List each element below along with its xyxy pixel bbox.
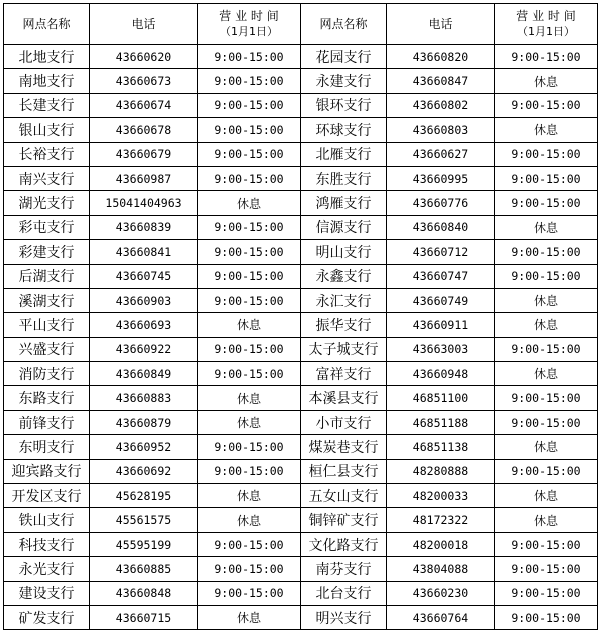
branch-name-cell: 前锋支行	[4, 410, 90, 434]
branch-name-cell: 桓仁县支行	[301, 459, 387, 483]
table-row	[4, 605, 598, 629]
hours-cell: 9:00-15:00	[495, 142, 598, 166]
branch-name-cell: 长裕支行	[4, 142, 90, 166]
phone-cell: 43660911	[387, 313, 495, 337]
header-hours-date: （1月1日）	[517, 25, 575, 38]
branch-name-cell: 永汇支行	[301, 288, 387, 312]
hours-cell: 休息	[495, 288, 598, 312]
branch-name-cell: 银环支行	[301, 93, 387, 117]
phone-cell: 43660679	[90, 142, 198, 166]
branch-name-cell: 鸿雁支行	[301, 191, 387, 215]
hours-cell: 9:00-15:00	[198, 337, 301, 361]
branch-name-cell: 北雁支行	[301, 142, 387, 166]
phone-cell: 15041404963	[90, 191, 198, 215]
phone-cell: 45595199	[90, 532, 198, 556]
hours-cell: 9:00-15:00	[495, 337, 598, 361]
branch-name-cell: 南地支行	[4, 69, 90, 93]
hours-cell: 9:00-15:00	[495, 605, 598, 629]
phone-cell: 43660712	[387, 240, 495, 264]
phone-cell: 46851188	[387, 410, 495, 434]
table-row	[4, 118, 598, 142]
phone-cell: 43660995	[387, 166, 495, 190]
branch-name-cell: 迎宾路支行	[4, 459, 90, 483]
table-row	[4, 508, 598, 532]
header-branch-name: 网点名称	[301, 4, 387, 45]
hours-cell: 9:00-15:00	[198, 69, 301, 93]
branch-name-cell: 永光支行	[4, 557, 90, 581]
branch-name-cell: 矿发支行	[4, 605, 90, 629]
header-hours-title: 营 业 时 间	[516, 9, 576, 23]
header-business-hours	[198, 4, 301, 45]
phone-cell: 48280888	[387, 459, 495, 483]
hours-cell: 9:00-15:00	[198, 93, 301, 117]
branch-name-cell: 铜锌矿支行	[301, 508, 387, 532]
table-header	[4, 4, 598, 45]
phone-cell: 45628195	[90, 484, 198, 508]
hours-cell: 9:00-15:00	[198, 362, 301, 386]
hours-cell: 9:00-15:00	[495, 93, 598, 117]
table-row	[4, 362, 598, 386]
phone-cell: 43660948	[387, 362, 495, 386]
phone-cell: 43660885	[90, 557, 198, 581]
hours-cell: 休息	[495, 508, 598, 532]
phone-cell: 43660879	[90, 410, 198, 434]
branch-name-cell: 建设支行	[4, 581, 90, 605]
branch-hours-table	[3, 3, 598, 630]
hours-cell: 休息	[495, 362, 598, 386]
branch-name-cell: 湖光支行	[4, 191, 90, 215]
branch-name-cell: 永建支行	[301, 69, 387, 93]
hours-cell: 9:00-15:00	[198, 45, 301, 69]
phone-cell: 46851100	[387, 386, 495, 410]
branch-name-cell: 煤炭巷支行	[301, 435, 387, 459]
hours-cell: 9:00-15:00	[198, 166, 301, 190]
hours-cell: 休息	[495, 435, 598, 459]
hours-cell: 9:00-15:00	[198, 142, 301, 166]
hours-cell: 9:00-15:00	[198, 288, 301, 312]
branch-name-cell: 银山支行	[4, 118, 90, 142]
header-row	[4, 4, 598, 45]
header-hours-title: 营 业 时 间	[219, 9, 279, 23]
branch-name-cell: 南芬支行	[301, 557, 387, 581]
hours-cell: 9:00-15:00	[198, 240, 301, 264]
branch-name-cell: 长建支行	[4, 93, 90, 117]
hours-cell: 9:00-15:00	[198, 118, 301, 142]
branch-name-cell: 彩屯支行	[4, 215, 90, 239]
hours-cell: 休息	[495, 484, 598, 508]
phone-cell: 43660620	[90, 45, 198, 69]
phone-cell: 43660627	[387, 142, 495, 166]
phone-cell: 46851138	[387, 435, 495, 459]
branch-name-cell: 彩建支行	[4, 240, 90, 264]
branch-name-cell: 东胜支行	[301, 166, 387, 190]
header-branch-name: 网点名称	[4, 4, 90, 45]
phone-cell: 43660820	[387, 45, 495, 69]
table-row	[4, 45, 598, 69]
branch-name-cell: 富祥支行	[301, 362, 387, 386]
hours-cell: 休息	[198, 508, 301, 532]
hours-cell: 9:00-15:00	[198, 459, 301, 483]
phone-cell: 43660678	[90, 118, 198, 142]
phone-cell: 43660745	[90, 264, 198, 288]
hours-cell: 休息	[495, 118, 598, 142]
branch-name-cell: 五女山支行	[301, 484, 387, 508]
table-row	[4, 410, 598, 434]
header-business-hours	[495, 4, 598, 45]
branch-name-cell: 北地支行	[4, 45, 90, 69]
phone-cell: 43660764	[387, 605, 495, 629]
phone-cell: 43660839	[90, 215, 198, 239]
branch-name-cell: 太子城支行	[301, 337, 387, 361]
hours-cell: 9:00-15:00	[495, 191, 598, 215]
hours-cell: 9:00-15:00	[198, 215, 301, 239]
branch-name-cell: 花园支行	[301, 45, 387, 69]
branch-name-cell: 明兴支行	[301, 605, 387, 629]
phone-cell: 43660692	[90, 459, 198, 483]
table-body	[4, 45, 598, 630]
phone-cell: 45561575	[90, 508, 198, 532]
phone-cell: 43660952	[90, 435, 198, 459]
hours-cell: 9:00-15:00	[198, 532, 301, 556]
hours-cell: 休息	[495, 69, 598, 93]
table-row	[4, 142, 598, 166]
table-row	[4, 435, 598, 459]
branch-name-cell: 本溪县支行	[301, 386, 387, 410]
phone-cell: 48200018	[387, 532, 495, 556]
branch-name-cell: 明山支行	[301, 240, 387, 264]
table-row	[4, 386, 598, 410]
hours-cell: 9:00-15:00	[198, 435, 301, 459]
phone-cell: 43660693	[90, 313, 198, 337]
hours-cell: 休息	[198, 605, 301, 629]
hours-cell: 9:00-15:00	[495, 166, 598, 190]
branch-name-cell: 铁山支行	[4, 508, 90, 532]
phone-cell: 43804088	[387, 557, 495, 581]
phone-cell: 43660841	[90, 240, 198, 264]
branch-name-cell: 小市支行	[301, 410, 387, 434]
branch-name-cell: 溪湖支行	[4, 288, 90, 312]
phone-cell: 43660840	[387, 215, 495, 239]
branch-name-cell: 振华支行	[301, 313, 387, 337]
phone-cell: 43660230	[387, 581, 495, 605]
hours-cell: 9:00-15:00	[495, 459, 598, 483]
table-row	[4, 191, 598, 215]
branch-name-cell: 永鑫支行	[301, 264, 387, 288]
hours-cell: 休息	[198, 410, 301, 434]
branch-name-cell: 消防支行	[4, 362, 90, 386]
header-phone: 电话	[90, 4, 198, 45]
table-row	[4, 215, 598, 239]
phone-cell: 43660903	[90, 288, 198, 312]
table-row	[4, 69, 598, 93]
hours-cell: 9:00-15:00	[495, 240, 598, 264]
table-row	[4, 240, 598, 264]
hours-cell: 9:00-15:00	[495, 410, 598, 434]
header-hours-date: （1月1日）	[220, 25, 278, 38]
hours-cell: 9:00-15:00	[495, 386, 598, 410]
hours-cell: 9:00-15:00	[198, 581, 301, 605]
phone-cell: 43660848	[90, 581, 198, 605]
hours-cell: 9:00-15:00	[198, 264, 301, 288]
branch-name-cell: 信源支行	[301, 215, 387, 239]
table-row	[4, 557, 598, 581]
phone-cell: 43660749	[387, 288, 495, 312]
table-row	[4, 313, 598, 337]
hours-cell: 9:00-15:00	[495, 264, 598, 288]
table-row	[4, 264, 598, 288]
branch-name-cell: 开发区支行	[4, 484, 90, 508]
phone-cell: 43660747	[387, 264, 495, 288]
branch-name-cell: 兴盛支行	[4, 337, 90, 361]
hours-cell: 9:00-15:00	[198, 557, 301, 581]
phone-cell: 43660847	[387, 69, 495, 93]
phone-cell: 43660776	[387, 191, 495, 215]
table-row	[4, 532, 598, 556]
phone-cell: 43660715	[90, 605, 198, 629]
phone-cell: 48172322	[387, 508, 495, 532]
phone-cell: 43660673	[90, 69, 198, 93]
table-row	[4, 288, 598, 312]
table-row	[4, 581, 598, 605]
hours-cell: 休息	[198, 191, 301, 215]
hours-cell: 休息	[495, 215, 598, 239]
phone-cell: 43663003	[387, 337, 495, 361]
hours-cell: 休息	[198, 313, 301, 337]
phone-cell: 48200033	[387, 484, 495, 508]
phone-cell: 43660849	[90, 362, 198, 386]
branch-name-cell: 科技支行	[4, 532, 90, 556]
table-row	[4, 166, 598, 190]
hours-cell: 休息	[198, 386, 301, 410]
phone-cell: 43660802	[387, 93, 495, 117]
table-row	[4, 93, 598, 117]
hours-cell: 9:00-15:00	[495, 532, 598, 556]
branch-name-cell: 北台支行	[301, 581, 387, 605]
table-row	[4, 484, 598, 508]
phone-cell: 43660922	[90, 337, 198, 361]
table-row	[4, 459, 598, 483]
branch-name-cell: 后湖支行	[4, 264, 90, 288]
phone-cell: 43660987	[90, 166, 198, 190]
table-row	[4, 337, 598, 361]
branch-name-cell: 平山支行	[4, 313, 90, 337]
hours-cell: 9:00-15:00	[495, 581, 598, 605]
branch-name-cell: 环球支行	[301, 118, 387, 142]
phone-cell: 43660883	[90, 386, 198, 410]
branch-name-cell: 东明支行	[4, 435, 90, 459]
hours-cell: 9:00-15:00	[495, 557, 598, 581]
branch-name-cell: 文化路支行	[301, 532, 387, 556]
branch-name-cell: 东路支行	[4, 386, 90, 410]
hours-cell: 休息	[495, 313, 598, 337]
header-phone: 电话	[387, 4, 495, 45]
phone-cell: 43660674	[90, 93, 198, 117]
hours-cell: 休息	[198, 484, 301, 508]
phone-cell: 43660803	[387, 118, 495, 142]
hours-cell: 9:00-15:00	[495, 45, 598, 69]
branch-name-cell: 南兴支行	[4, 166, 90, 190]
